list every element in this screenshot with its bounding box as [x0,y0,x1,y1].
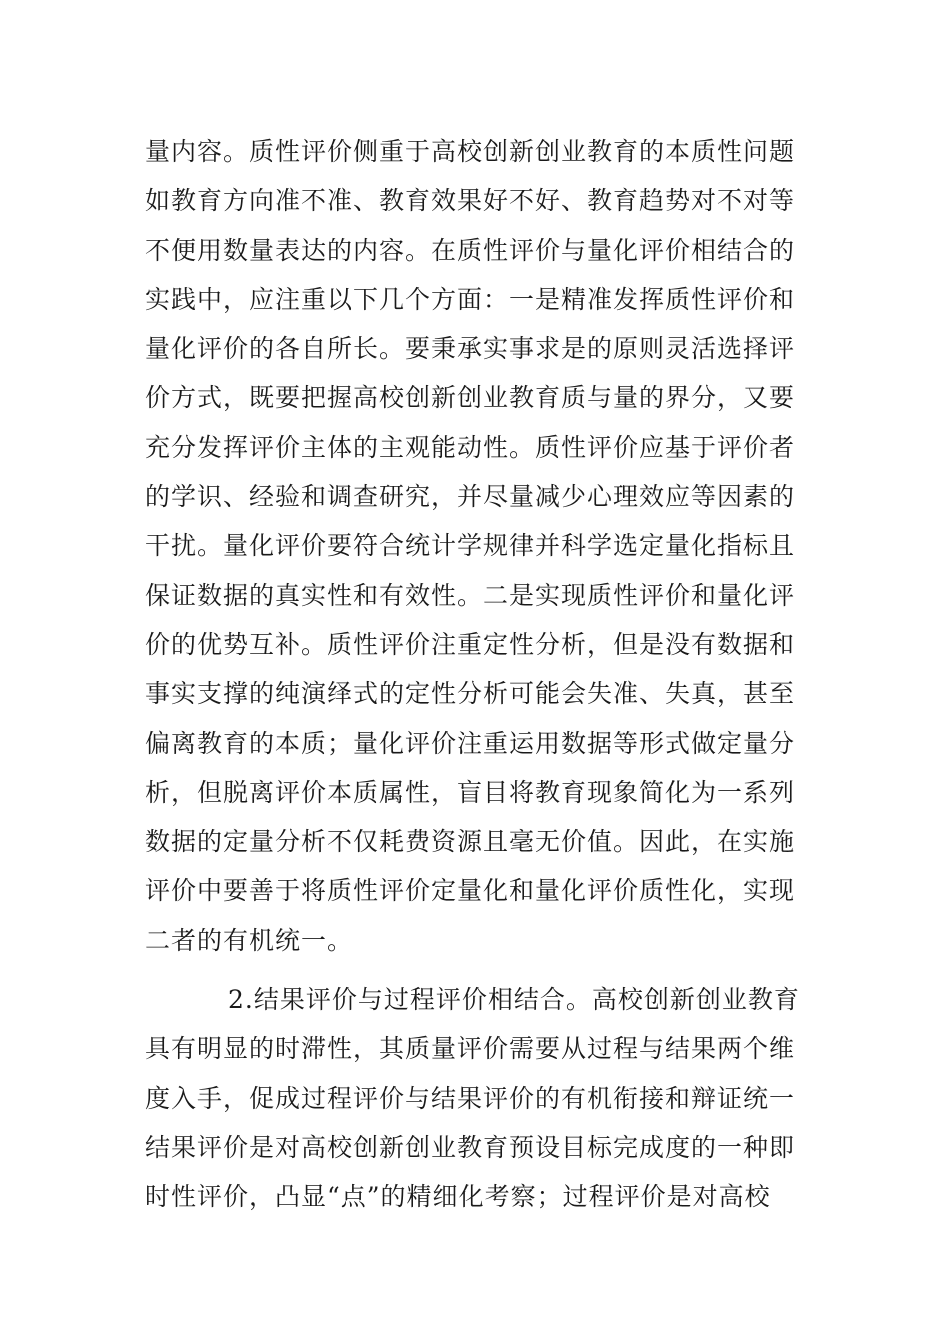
text-line: 评价中要善于将质性评价定量化和量化评价质性化，实现 [145,876,796,906]
text-line: 干扰。量化评价要符合统计学规律并科学选定量化指标且 [145,531,796,561]
text-line: 结果评价是对高校创新创业教育预设目标完成度的一种即 [145,1132,796,1162]
text-line: 如教育方向准不准、教育效果好不好、教育趋势对不对等 [145,186,796,216]
text-line: 二者的有机统一。 [145,925,354,955]
text-line: 充分发挥评价主体的主观能动性。质性评价应基于评价者 [145,432,796,462]
text-line-first-indented: 2.结果评价与过程评价相结合。高校创新创业教育 [228,985,800,1014]
text-line: 价的优势互补。质性评价注重定性分析，但是没有数据和 [145,629,796,659]
text-line: 偏离教育的本质；量化评价注重运用数据等形式做定量分 [145,728,796,758]
text-line: 的学识、经验和调查研究，并尽量减少心理效应等因素的 [145,482,796,512]
text-line: 价方式，既要把握高校创新创业教育质与量的界分，又要 [145,383,796,413]
text-line: 事实支撑的纯演绎式的定性分析可能会失准、失真，甚至 [145,679,796,709]
text-line: 量化评价的各自所长。要秉承实事求是的原则灵活选择评 [145,334,796,364]
text-line: 保证数据的真实性和有效性。二是实现质性评价和量化评 [145,580,796,610]
body-paragraph-2 [145,975,815,1221]
text-line: 具有明显的时滞性，其质量评价需要从过程与结果两个维 [145,1034,796,1064]
text-line: 数据的定量分析不仅耗费资源且毫无价值。因此，在实施 [145,827,796,857]
text-line: 实践中，应注重以下几个方面：一是精准发挥质性评价和 [145,284,796,314]
text-line: 时性评价，凸显“点”的精细化考察；过程评价是对高校 [145,1182,771,1212]
body-paragraph-1 [145,127,815,965]
text-line: 量内容。质性评价侧重于高校创新创业教育的本质性问题 [145,137,796,166]
text-line: 不便用数量表达的内容。在质性评价与量化评价相结合的 [145,235,796,265]
text-line: 度入手，促成过程评价与结果评价的有机衔接和辩证统一 [145,1083,796,1113]
text-line: 析，但脱离评价本质属性，盲目将教育现象简化为一系列 [145,777,796,807]
